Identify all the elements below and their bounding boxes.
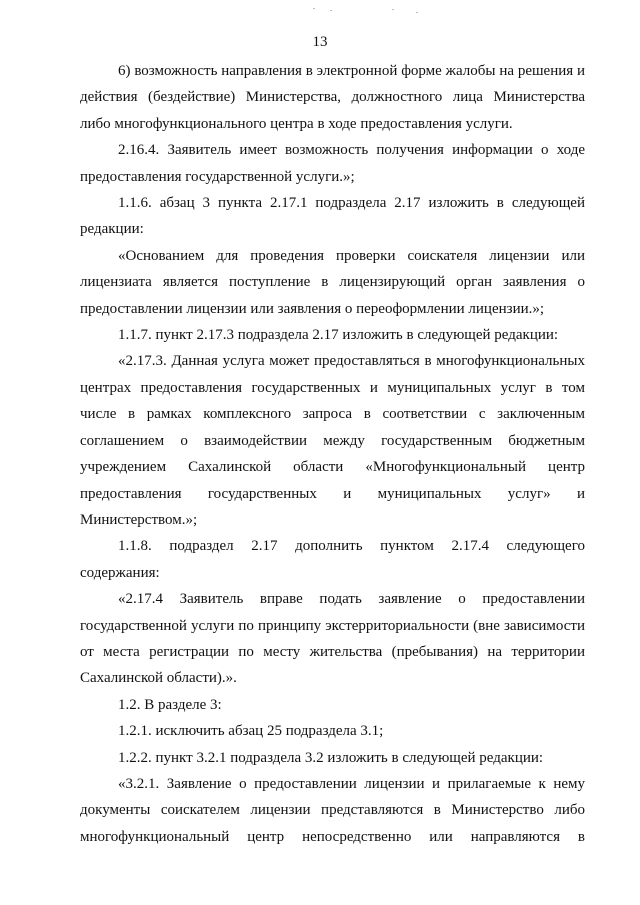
scan-speck bbox=[313, 8, 315, 9]
paragraph: 2.16.4. Заявитель имеет возможность получения информации о ходе предоставления государственной услуги.»; bbox=[80, 142, 585, 185]
paragraph: 1.1.6. абзац 3 пункта 2.17.1 подраздела 2.17 изложить в следующей редакции: bbox=[80, 195, 585, 238]
paragraph: 1.2. В разделе 3: bbox=[118, 696, 222, 713]
document-body bbox=[80, 58, 585, 850]
paragraph: 1.2.2. пункт 3.2.1 подраздела 3.2 изложить в следующей редакции: bbox=[118, 749, 544, 766]
paragraph: 1.1.8. подраздел 2.17 дополнить пунктом 2.17.4 следующего содержания: bbox=[80, 538, 585, 581]
paragraph: 1.2.1. исключить абзац 25 подраздела 3.1; bbox=[118, 723, 384, 740]
paragraph: «2.17.4 Заявитель вправе подать заявление о предоставлении государственной услуги по принципу экстерриториальности (вне зависимости от места регистрации по месту жительства (пребывания) на территории Сахалинской области).». bbox=[80, 591, 585, 687]
paragraph: «3.2.1. Заявление о предоставлении лицензии и прилагаемые к нему документы соискателем лицензии представляются в Министерство либо многофункциональный центр непосредственно или направляются в bbox=[80, 775, 585, 845]
scan-speck bbox=[416, 12, 418, 13]
scan-speck bbox=[392, 9, 394, 10]
paragraph: 1.1.7. пункт 2.17.3 подраздела 2.17 изложить в следующей редакции: bbox=[118, 327, 559, 344]
scan-speck bbox=[330, 10, 332, 11]
paragraph: 6) возможность направления в электронной форме жалобы на решения и действия (бездействие) Министерства, должностного лица Министерства либо многофункционального центра в ходе предоставления услуги. bbox=[80, 63, 585, 132]
paragraph: «2.17.3. Данная услуга может предоставляться в многофункциональных центрах предоставления государственных и муниципальных услуг в том числе в рамках комплексного запроса в соответствии с заключенным соглашением о взаимодействии между государственным бюджетным учреждением Сахалинской области «Многофункциональный центр предоставления государственных и муниципальных услуг» и Министерством.»; bbox=[80, 353, 585, 528]
paragraph: «Основанием для проведения проверки соискателя лицензии или лицензиата является поступление в лицензирующий орган заявления о предоставлении лицензии или заявления о переоформлении лицензии.»; bbox=[80, 247, 585, 317]
page-number: 13 bbox=[312, 34, 328, 50]
